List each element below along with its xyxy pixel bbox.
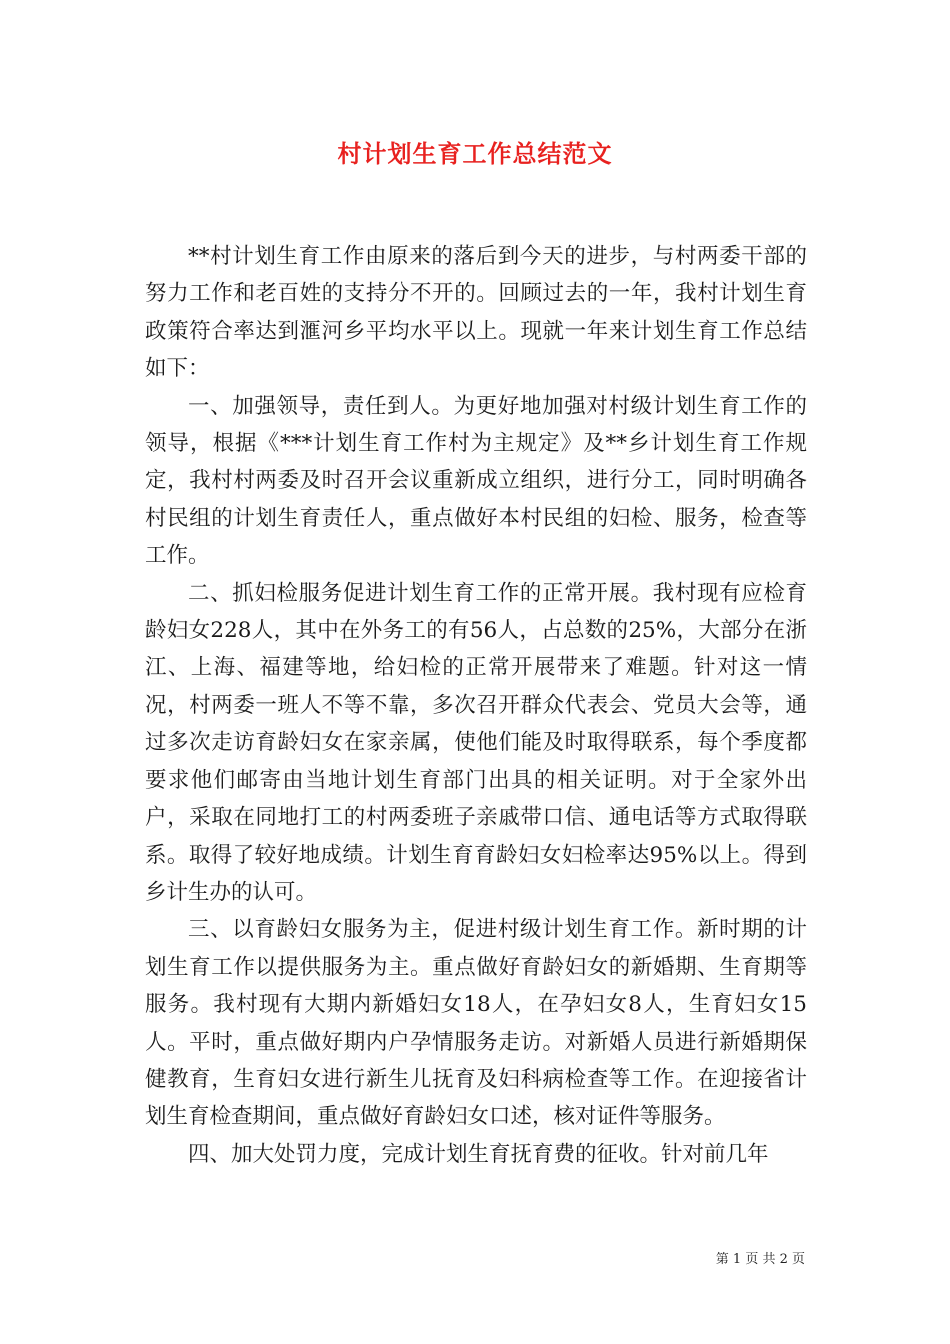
paragraph-intro: **村计划生育工作由原来的落后到今天的进步，与村两委干部的努力工作和老百姓的支持分不开的。回顾过去的一年，我村计划生育政策符合率达到滙河乡平均水平以上。现就一年来计划生育工作总结如下：: [145, 244, 807, 382]
paragraph-section-2: 二、抓妇检服务促进计划生育工作的正常开展。我村现有应检育龄妇女228人，其中在外务工的有56人，占总数的25%，大部分在浙江、上海、福建等地，给妇检的正常开展带来了难题。针对这一情况，村两委一班人不等不靠，多次召开群众代表会、党员大会等，通过多次走访育龄妇女在家亲属，使他们能及时取得联系，每个季度都要求他们邮寄由当地计划生育部门出具的相关证明。对于全家外出户，采取在同地打工的村两委班子亲戚带口信、通电话等方式取得联系。取得了较好地成绩。计划生育育龄妇女妇检率达95%以上。得到乡计生办的认可。: [145, 580, 807, 905]
paragraph-section-1: 一、加强领导，责任到人。为更好地加强对村级计划生育工作的领导，根据《***计划生育工作村为主规定》及**乡计划生育工作规定，我村村两委及时召开会议重新成立组织，进行分工，同时明确各村民组的计划生育责任人，重点做好本村民组的妇检、服务，检查等工作。: [145, 393, 807, 569]
document-body: [145, 238, 807, 1173]
paragraph-section-3: 三、以育龄妇女服务为主，促进村级计划生育工作。新时期的计划生育工作以提供服务为主。重点做好育龄妇女的新婚期、生育期等服务。我村现有大期内新婚妇女18人，在孕妇女8人，生育妇女15人。平时，重点做好期内户孕情服务走访。对新婚人员进行新婚期保健教育，生育妇女进行新生儿抚育及妇科病检查等工作。在迎接省计划生育检查期间，重点做好育龄妇女口述，核对证件等服务。: [145, 917, 807, 1130]
paragraph-section-4: 四、加大处罚力度，完成计划生育抚育费的征收。针对前几年: [188, 1141, 769, 1167]
document-title: 村计划生育工作总结范文: [337, 139, 613, 168]
page-number-footer: 第 1 页 共 2 页: [715, 1252, 805, 1267]
